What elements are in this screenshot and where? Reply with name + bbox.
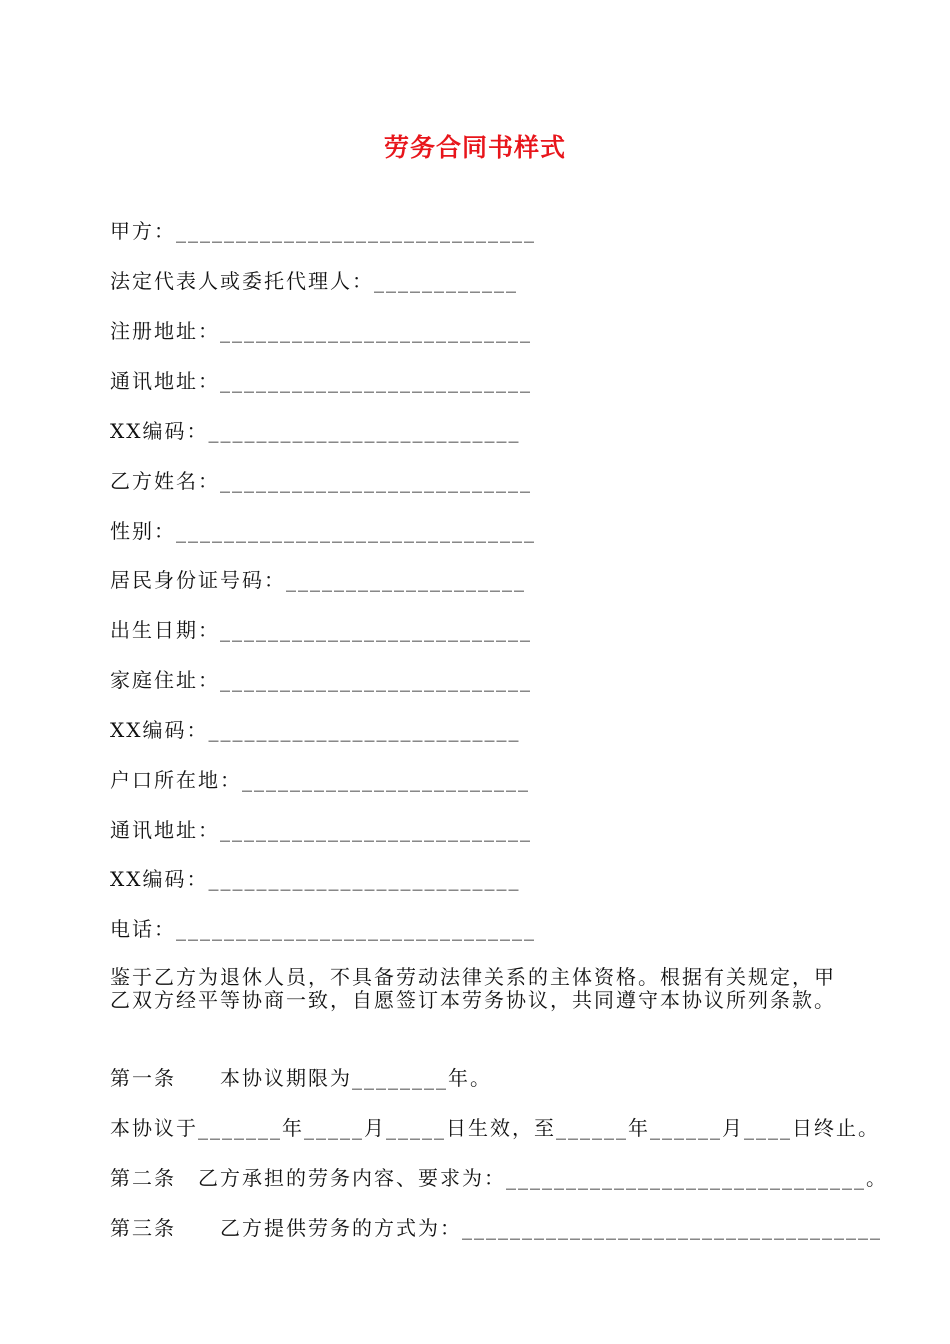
clause-1: 第一条 本协议期限为________年。 — [110, 1066, 492, 1090]
field-mailing-address-a: 通讯地址：__________________________ — [110, 369, 532, 393]
field-legal-representative: 法定代表人或委托代理人：____________ — [110, 269, 518, 293]
field-mailing-address-b: 通讯地址：__________________________ — [110, 818, 532, 842]
field-home-address: 家庭住址：__________________________ — [110, 668, 532, 692]
field-gender: 性别：______________________________ — [110, 519, 536, 543]
field-postcode-a: XX编码：__________________________ — [110, 419, 521, 443]
field-postcode-b: XX编码：__________________________ — [110, 718, 521, 742]
field-registered-address: 注册地址：__________________________ — [110, 319, 532, 343]
field-household-registration: 户口所在地：________________________ — [110, 768, 530, 792]
clause-3: 第三条 乙方提供劳务的方式为：___________________________________ — [110, 1216, 882, 1240]
clause-1-term: 本协议于_______年_____月_____日生效，至______年______月____日终止。 — [110, 1116, 880, 1140]
field-party-b-name: 乙方姓名：__________________________ — [110, 469, 532, 493]
field-birth-date: 出生日期：__________________________ — [110, 618, 532, 642]
field-party-a: 甲方：______________________________ — [110, 219, 536, 243]
clause-2: 第二条 乙方承担的劳务内容、要求为：______________________________。 — [110, 1166, 888, 1190]
field-phone: 电话：______________________________ — [110, 917, 536, 941]
preamble-paragraph: 鉴于乙方为退休人员，不具备劳动法律关系的主体资格。根据有关规定，甲乙双方经平等协商一致，自愿签订本劳务协议，共同遵守本协议所列条款。 — [110, 965, 836, 1012]
field-id-number: 居民身份证号码：____________________ — [110, 568, 526, 592]
document-title: 劳务合同书样式 — [383, 133, 566, 162]
field-postcode-c: XX编码：__________________________ — [110, 867, 521, 891]
